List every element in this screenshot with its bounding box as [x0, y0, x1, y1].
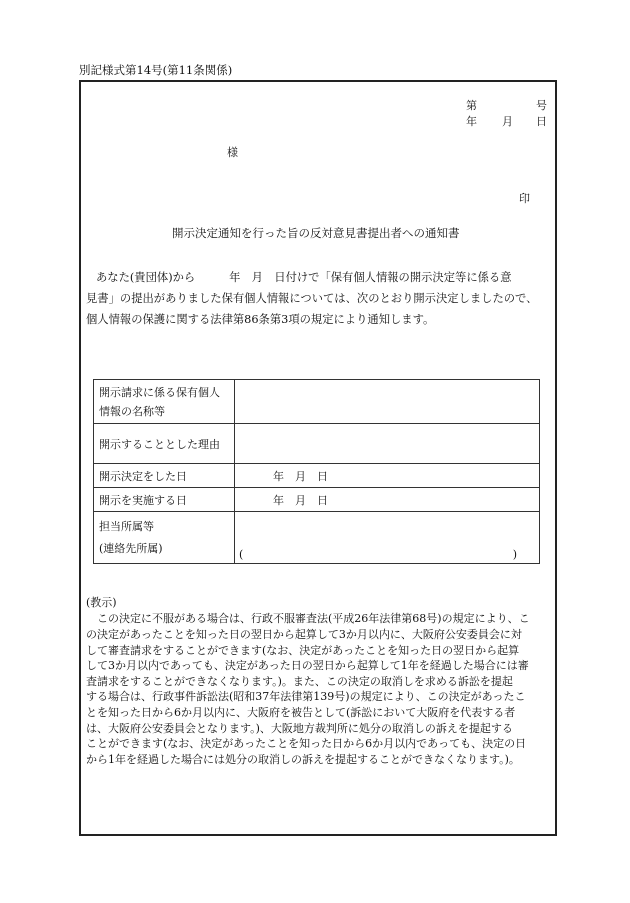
- table-row: [94, 488, 540, 512]
- value-contact-department: [235, 512, 540, 564]
- seal-mark: 印: [519, 192, 530, 205]
- value-disclosure-reason: [235, 424, 540, 464]
- instruction-line: の決定があったことを知った日の翌日から起算して3か月以内に、大阪府公安委員会に対: [86, 628, 522, 641]
- body-line-1: あなた(貴団体)から 年 月 日付けで「保有個人情報の開示決定等に係る意: [96, 271, 512, 284]
- contact-paren-open: (: [239, 548, 244, 561]
- number-suffix: 号: [536, 99, 547, 112]
- instruction-line: して3か月以内であっても、決定があった日の翌日から起算して1年を経過した場合には審: [86, 659, 529, 672]
- instruction-line: 査請求をすることができなくなります。)。また、この決定の取消しを求める訴訟を提起: [86, 675, 513, 688]
- instruction-line: する場合は、行政事件訴訟法(昭和37年法律第139号)の規定により、この決定があったこ: [86, 690, 526, 703]
- form-number-label: 別記様式第14号(第11条関係): [79, 63, 233, 77]
- date-year: 年: [466, 115, 477, 128]
- instruction-line: は、大阪府公安委員会となります。)、大阪地方裁判所に処分の取消しの訴えを提起する: [86, 722, 513, 735]
- label-information-name: [94, 380, 235, 424]
- label-line: 情報の名称等: [99, 404, 165, 418]
- label-decision-date: 開示決定をした日: [94, 464, 235, 488]
- label-line: 開示請求に係る保有個人: [99, 385, 220, 399]
- instruction-line: して審査請求をすることができます(なお、決定があったことを知った日の翌日から起算: [86, 644, 520, 657]
- decision-date-text: 年 月 日: [273, 469, 328, 483]
- label-disclosure-reason: 開示することとした理由: [94, 424, 235, 464]
- instruction-line: から1年を経過した場合には処分の取消しの訴えを提起することができなくなります。)。: [86, 753, 520, 766]
- document-title: 開示決定通知を行った旨の反対意見書提出者への通知書: [172, 226, 460, 240]
- date-month: 月: [502, 115, 513, 128]
- recipient-suffix: 様: [227, 146, 238, 159]
- decision-info-table: [93, 379, 540, 564]
- value-implementation-date: [235, 488, 540, 512]
- value-information-name: [235, 380, 540, 424]
- label-line: (連絡先所属): [99, 541, 163, 555]
- body-line-3: 個人情報の保護に関する法律第86条第3項の規定により通知します。: [86, 313, 435, 326]
- body-line-2: 見書」の提出がありました保有個人情報については、次のとおり開示決定しましたので、: [86, 292, 538, 305]
- contact-paren-close: ): [512, 548, 517, 561]
- label-line: 担当所属等: [99, 519, 154, 533]
- table-row: [94, 512, 540, 564]
- table-row: [94, 380, 540, 424]
- table-row: [94, 464, 540, 488]
- date-day: 日: [536, 115, 547, 128]
- label-implementation-date: 開示を実施する日: [94, 488, 235, 512]
- instruction-line: とを知った日から6か月以内に、大阪府を被告として(訴訟において大阪府を代表する者: [86, 706, 516, 719]
- number-prefix: 第: [466, 99, 477, 112]
- value-decision-date: [235, 464, 540, 488]
- label-contact-department: [94, 512, 235, 564]
- instruction-line: ことができます(なお、決定があったことを知った日から6か月以内であっても、決定の日: [86, 737, 527, 750]
- instruction-line: この決定に不服がある場合は、行政不服審査法(平成26年法律第68号)の規定により、こ: [86, 612, 530, 625]
- implementation-date-text: 年 月 日: [273, 493, 328, 507]
- table-row: [94, 424, 540, 464]
- instruction-heading: (教示): [86, 596, 117, 609]
